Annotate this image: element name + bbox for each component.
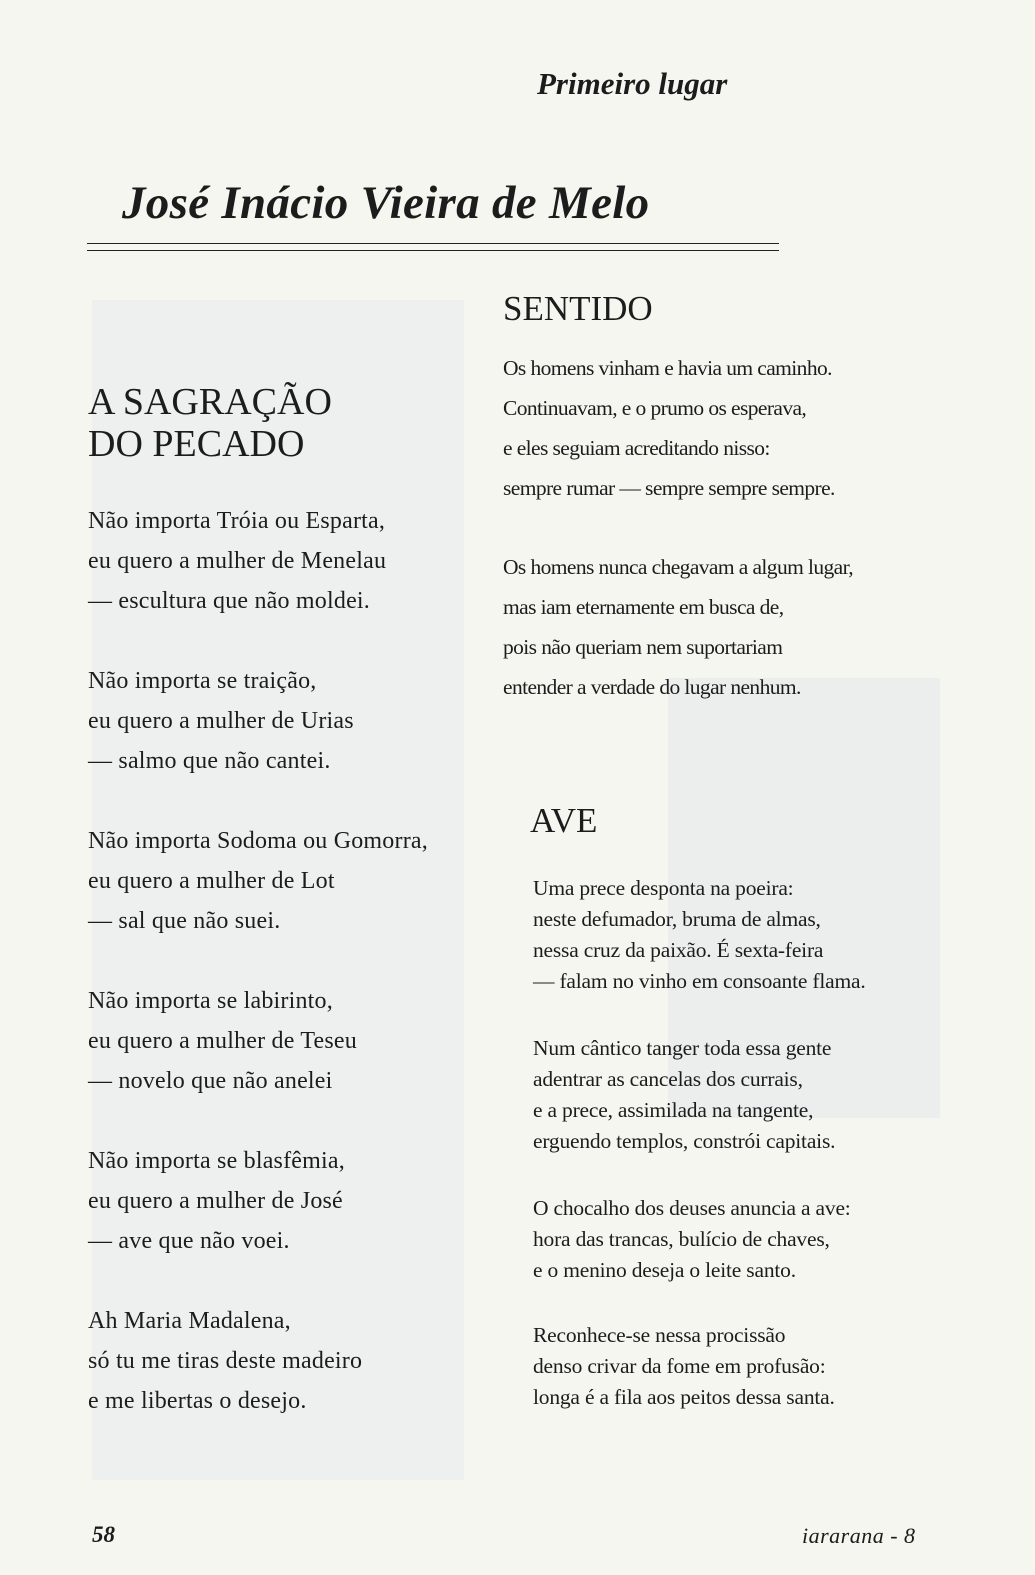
poem-line: e o menino deseja o leite santo. bbox=[533, 1258, 796, 1282]
poem-title-line: A SAGRAÇÃO bbox=[88, 381, 332, 423]
poem-line: e eles seguiam acreditando nisso: bbox=[503, 436, 770, 460]
poem-line: Ah Maria Madalena, bbox=[88, 1308, 291, 1334]
poem-line: e a prece, assimilada na tangente, bbox=[533, 1098, 814, 1122]
poem-line: Num cântico tanger toda essa gente bbox=[533, 1036, 832, 1060]
poem-line: neste defumador, bruma de almas, bbox=[533, 907, 821, 931]
author-name: José Inácio Vieira de Melo bbox=[122, 177, 650, 229]
stanza bbox=[533, 1193, 851, 1286]
poem-line: denso crivar da fome em profusão: bbox=[533, 1354, 826, 1378]
poem-line: eu quero a mulher de José bbox=[88, 1188, 343, 1214]
poem-line: Não importa se blasfêmia, bbox=[88, 1148, 345, 1174]
stanza bbox=[88, 1141, 345, 1261]
poem-line: — escultura que não moldei. bbox=[88, 588, 370, 614]
poem-line: eu quero a mulher de Menelau bbox=[88, 548, 387, 574]
poem-line: só tu me tiras deste madeiro bbox=[88, 1348, 363, 1374]
poem-line: entender a verdade do lugar nenhum. bbox=[503, 675, 801, 699]
stanza bbox=[503, 547, 853, 707]
poem-line: nessa cruz da paixão. É sexta-feira bbox=[533, 938, 824, 962]
section-label: Primeiro lugar bbox=[537, 66, 728, 101]
title-rule bbox=[87, 243, 779, 244]
poem-line: — novelo que não anelei bbox=[88, 1068, 333, 1094]
poem-line: longa é a fila aos peitos dessa santa. bbox=[533, 1385, 835, 1409]
poem-line: Não importa se labirinto, bbox=[88, 988, 333, 1014]
poem-line: eu quero a mulher de Urias bbox=[88, 708, 354, 734]
poem-line: — ave que não voei. bbox=[88, 1228, 290, 1254]
stanza bbox=[88, 661, 354, 781]
stanza bbox=[88, 821, 428, 941]
poem-line: mas iam eternamente em busca de, bbox=[503, 595, 784, 619]
stanza bbox=[88, 501, 386, 621]
journal-footer: iararana - 8 bbox=[802, 1523, 916, 1548]
poem-line: sempre rumar — sempre sempre sempre. bbox=[503, 476, 835, 500]
poem-line: Não importa se traição, bbox=[88, 668, 317, 694]
poem-title-sentido: SENTIDO bbox=[503, 289, 653, 328]
poem-line: e me libertas o desejo. bbox=[88, 1388, 307, 1414]
poem-line: Não importa Tróia ou Esparta, bbox=[88, 508, 386, 534]
poem-line: Não importa Sodoma ou Gomorra, bbox=[88, 828, 428, 854]
poem-line: eu quero a mulher de Teseu bbox=[88, 1028, 357, 1054]
poem-line: pois não queriam nem suportariam bbox=[503, 635, 783, 659]
poem-line: — salmo que não cantei. bbox=[88, 748, 331, 774]
stanza bbox=[88, 1301, 362, 1421]
poem-line: adentrar as cancelas dos currais, bbox=[533, 1067, 803, 1091]
poem-line: hora das trancas, bulício de chaves, bbox=[533, 1227, 830, 1251]
stanza bbox=[503, 348, 835, 508]
poem-title-sagracao bbox=[88, 381, 332, 465]
poem-title-line: DO PECADO bbox=[88, 423, 305, 465]
poem-line: erguendo templos, constrói capitais. bbox=[533, 1129, 836, 1153]
stanza bbox=[533, 873, 866, 997]
poem-title-ave: AVE bbox=[530, 801, 598, 840]
poem-line: eu quero a mulher de Lot bbox=[88, 868, 335, 894]
poem-line: — sal que não suei. bbox=[88, 908, 281, 934]
poem-line: Os homens nunca chegavam a algum lugar, bbox=[503, 555, 854, 579]
poem-line: — falam no vinho em consoante flama. bbox=[533, 969, 866, 993]
poem-line: Continuavam, e o prumo os esperava, bbox=[503, 396, 807, 420]
poem-line: Reconhece-se nessa procissão bbox=[533, 1323, 786, 1347]
title-rule bbox=[87, 250, 779, 251]
poem-line: Uma prece desponta na poeira: bbox=[533, 876, 794, 900]
poem-line: Os homens vinham e havia um caminho. bbox=[503, 356, 832, 380]
page-number: 58 bbox=[92, 1522, 115, 1547]
stanza bbox=[533, 1033, 835, 1157]
stanza bbox=[533, 1320, 835, 1413]
stanza bbox=[88, 981, 357, 1101]
poem-line: O chocalho dos deuses anuncia a ave: bbox=[533, 1196, 851, 1220]
